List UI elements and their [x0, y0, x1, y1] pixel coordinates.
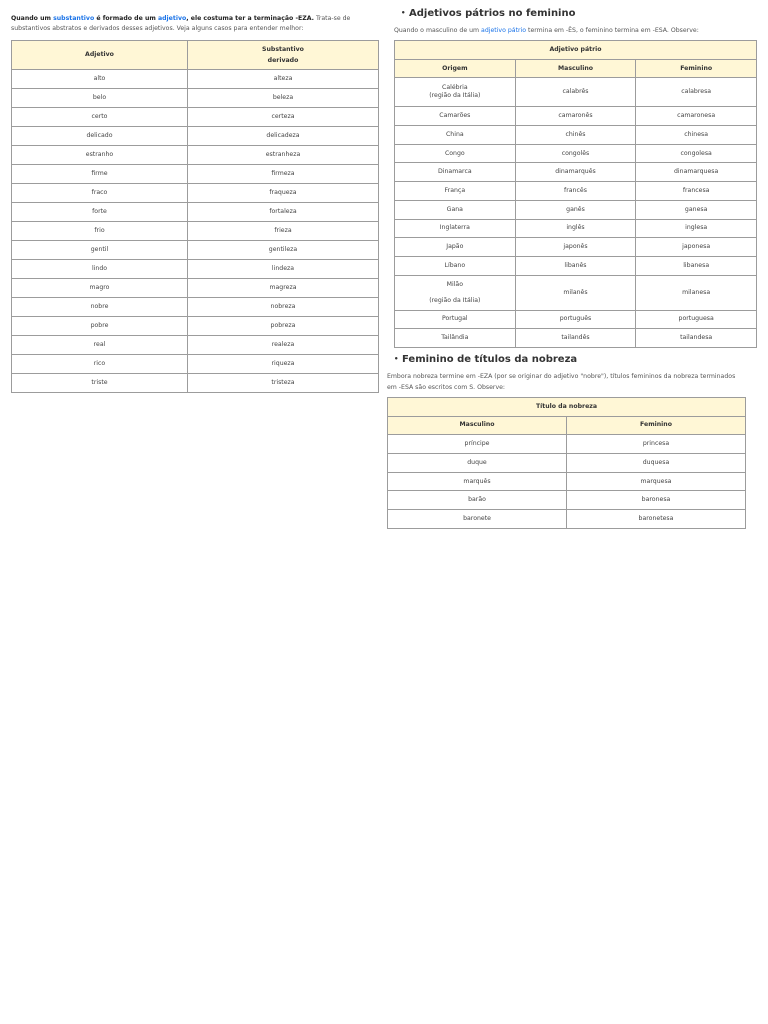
table-cell: tailandês — [515, 329, 636, 348]
table-cell: Congo — [395, 144, 516, 163]
table-cell: Calébria (região da Itália) — [395, 78, 516, 107]
eza-table — [11, 40, 379, 393]
caption-row — [388, 397, 746, 416]
table-cell: China — [395, 126, 516, 145]
table-row — [395, 275, 757, 310]
table-cell: certo — [12, 108, 188, 127]
table-cell: lindeza — [187, 260, 378, 279]
section-title-patrios — [401, 6, 747, 21]
table-row — [12, 203, 379, 222]
caption-titulo-nobreza: Título da nobreza — [388, 397, 746, 416]
table-row — [388, 454, 746, 473]
table-cell: estranho — [12, 146, 188, 165]
table-cell: francesa — [636, 182, 757, 201]
table-cell: chinês — [515, 126, 636, 145]
header-feminino: Feminino — [567, 416, 746, 435]
eza-table-body — [12, 70, 379, 393]
right-column — [387, 6, 747, 529]
patrios-table-body — [395, 78, 757, 348]
table-cell: congolês — [515, 144, 636, 163]
table-row — [395, 238, 757, 257]
table-cell: milanesa — [636, 275, 757, 310]
table-cell: alteza — [187, 70, 378, 89]
table-row — [12, 89, 379, 108]
table-cell: Gana — [395, 200, 516, 219]
table-cell: Líbano — [395, 256, 516, 275]
patrios-table — [394, 40, 757, 348]
header-feminino: Feminino — [636, 59, 757, 78]
table-cell: França — [395, 182, 516, 201]
table-cell: delicado — [12, 127, 188, 146]
table-cell: português — [515, 310, 636, 329]
table-row — [395, 78, 757, 107]
table-row — [12, 298, 379, 317]
table-row — [12, 355, 379, 374]
intro-bold — [11, 15, 314, 22]
header-adjetivo: Adjetivo — [12, 41, 188, 70]
table-cell: Tailândia — [395, 329, 516, 348]
table-row — [388, 491, 746, 510]
desc-text-2: termina em -ÊS, o feminino termina em -ESA. Observe: — [526, 27, 699, 34]
table-cell: delicadeza — [187, 127, 378, 146]
nobreza-description: Embora nobreza termine em -EZA (por se originar do adjetivo "nobre"), títulos femininos da nobreza terminados em -ESA são escritos com S. Observe: — [387, 372, 736, 391]
header-origem: Origem — [395, 59, 516, 78]
intro-text-2: é formado de um — [94, 15, 158, 22]
table-cell: alto — [12, 70, 188, 89]
table-row — [12, 146, 379, 165]
intro-text-1: Quando um — [11, 15, 54, 22]
table-row — [395, 126, 757, 145]
table-cell: Camarões — [395, 107, 516, 126]
table-row — [12, 279, 379, 298]
table-cell: frieza — [187, 222, 378, 241]
table-row — [12, 241, 379, 260]
left-column — [11, 14, 379, 393]
table-cell: portuguesa — [636, 310, 757, 329]
table-cell: firme — [12, 165, 188, 184]
table-cell: milanês — [515, 275, 636, 310]
table-cell: ganês — [515, 200, 636, 219]
table-cell: dinamarquês — [515, 163, 636, 182]
table-row — [12, 184, 379, 203]
caption-adjetivo-patrio: Adjetivo pátrio — [395, 41, 757, 60]
table-cell: baronetesa — [567, 510, 746, 529]
section-title-nobreza — [394, 352, 747, 367]
table-cell: chinesa — [636, 126, 757, 145]
table-cell: realeza — [187, 336, 378, 355]
table-row — [388, 472, 746, 491]
table-row — [12, 108, 379, 127]
table-row — [395, 219, 757, 238]
table-cell: gentileza — [187, 241, 378, 260]
table-row — [395, 107, 757, 126]
table-cell: princesa — [567, 435, 746, 454]
table-cell: calabresa — [636, 78, 757, 107]
table-cell: Dinamarca — [395, 163, 516, 182]
table-cell: dinamarquesa — [636, 163, 757, 182]
table-row — [395, 200, 757, 219]
table-cell: marquês — [388, 472, 567, 491]
table-cell: Japão — [395, 238, 516, 257]
substantivo-link[interactable]: substantivo — [53, 15, 95, 22]
table-cell: magreza — [187, 279, 378, 298]
table-cell: japonês — [515, 238, 636, 257]
table-cell: certeza — [187, 108, 378, 127]
bullet-icon: • — [394, 354, 399, 363]
table-header-row — [395, 59, 757, 78]
table-cell: belo — [12, 89, 188, 108]
table-row — [12, 336, 379, 355]
caption-row — [395, 41, 757, 60]
table-cell: congolesa — [636, 144, 757, 163]
table-cell: inglesa — [636, 219, 757, 238]
header-masculino: Masculino — [515, 59, 636, 78]
table-row — [12, 374, 379, 393]
table-cell: francês — [515, 182, 636, 201]
header-masculino: Masculino — [388, 416, 567, 435]
table-cell: forte — [12, 203, 188, 222]
table-header-row — [388, 416, 746, 435]
table-row — [12, 165, 379, 184]
table-cell: beleza — [187, 89, 378, 108]
table-cell: fraco — [12, 184, 188, 203]
intro-text-3: , ele costuma ter a terminação -EZA. — [186, 15, 314, 22]
table-cell: Inglaterra — [395, 219, 516, 238]
table-cell: duque — [388, 454, 567, 473]
table-cell: barão — [388, 491, 567, 510]
table-row — [388, 510, 746, 529]
table-row — [12, 127, 379, 146]
table-cell: japonesa — [636, 238, 757, 257]
table-cell: gentil — [12, 241, 188, 260]
table-cell: Milão (região da Itália) — [395, 275, 516, 310]
table-cell: rico — [12, 355, 188, 374]
table-row — [12, 222, 379, 241]
table-cell: riqueza — [187, 355, 378, 374]
table-cell: camaronês — [515, 107, 636, 126]
table-cell: fraqueza — [187, 184, 378, 203]
table-row — [395, 256, 757, 275]
bullet-icon: • — [401, 9, 406, 17]
table-row — [395, 163, 757, 182]
table-cell: príncipe — [388, 435, 567, 454]
table-header-row — [12, 41, 379, 70]
table-cell: estranheza — [187, 146, 378, 165]
table-row — [12, 317, 379, 336]
table-cell: real — [12, 336, 188, 355]
table-cell: tailandesa — [636, 329, 757, 348]
table-cell: fortaleza — [187, 203, 378, 222]
table-row — [395, 329, 757, 348]
table-cell: marquesa — [567, 472, 746, 491]
table-cell: libanês — [515, 256, 636, 275]
table-row — [12, 70, 379, 89]
table-row — [395, 310, 757, 329]
intro-text-4: Trata-se de substantivos abstratos e derivados desses adjetivos. Veja alguns casos para entender melhor: — [11, 15, 351, 32]
table-cell: inglês — [515, 219, 636, 238]
table-cell: duquesa — [567, 454, 746, 473]
section-title-text: Feminino de títulos da nobreza — [402, 353, 578, 365]
table-cell: nobreza — [187, 298, 378, 317]
table-cell: nobre — [12, 298, 188, 317]
table-row — [395, 182, 757, 201]
table-row — [12, 260, 379, 279]
intro-paragraph — [11, 14, 379, 34]
table-cell: pobreza — [187, 317, 378, 336]
desc-text-1: Quando o masculino de um — [394, 27, 482, 34]
nobreza-table-body — [388, 435, 746, 528]
table-cell: baronesa — [567, 491, 746, 510]
table-row — [395, 144, 757, 163]
table-cell: camaronesa — [636, 107, 757, 126]
table-cell: pobre — [12, 317, 188, 336]
table-cell: calabrês — [515, 78, 636, 107]
header-substantivo-derivado: Substantivo derivado — [187, 41, 378, 70]
table-cell: baronete — [388, 510, 567, 529]
table-cell: lindo — [12, 260, 188, 279]
patrios-description — [394, 25, 747, 36]
table-cell: ganesa — [636, 200, 757, 219]
adjetivo-link[interactable]: adjetivo — [157, 15, 187, 22]
table-row — [388, 435, 746, 454]
nobreza-table — [387, 397, 746, 529]
table-cell: firmeza — [187, 165, 378, 184]
adjetivo-patrio-link[interactable]: adjetivo pátrio — [481, 27, 527, 34]
table-cell: frio — [12, 222, 188, 241]
table-cell: Portugal — [395, 310, 516, 329]
table-cell: magro — [12, 279, 188, 298]
section-title-text: Adjetivos pátrios no feminino — [409, 8, 576, 19]
table-cell: libanesa — [636, 256, 757, 275]
table-cell: triste — [12, 374, 188, 393]
table-cell: tristeza — [187, 374, 378, 393]
